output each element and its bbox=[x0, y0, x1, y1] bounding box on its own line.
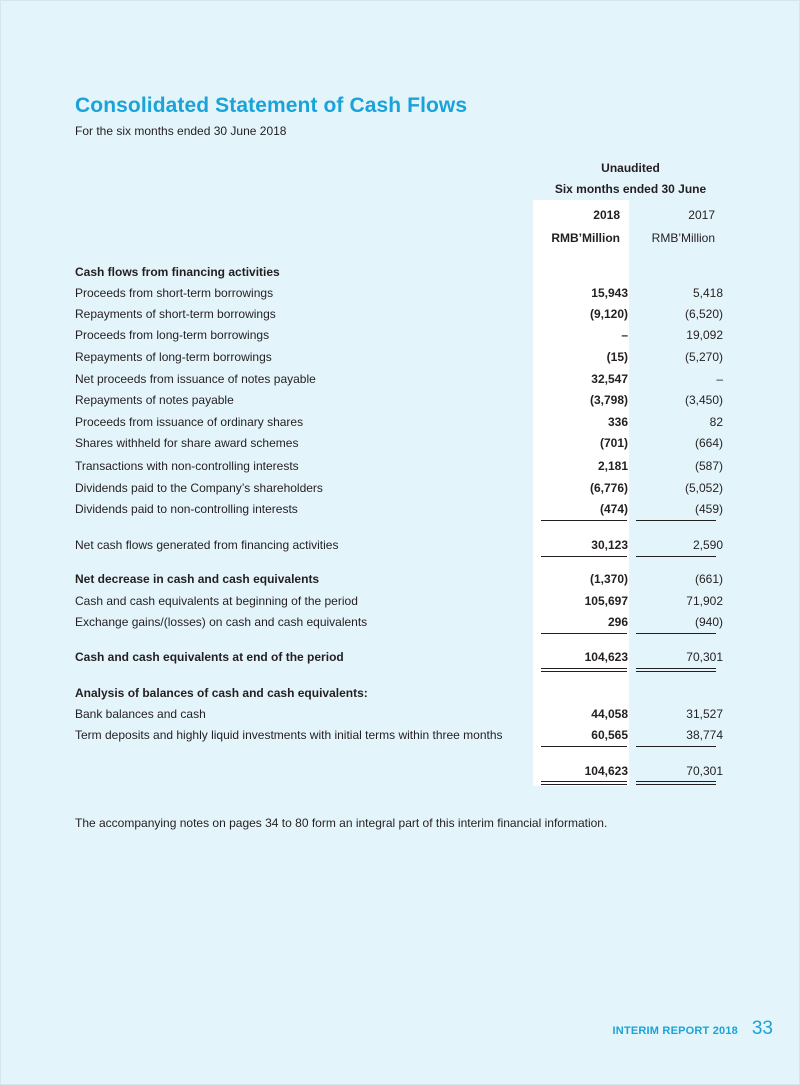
value-2018: 104,623 bbox=[584, 764, 628, 778]
value-2017: (940) bbox=[694, 615, 723, 629]
value-2017: 19,092 bbox=[686, 328, 723, 342]
table-row bbox=[75, 684, 725, 702]
row-label: Net proceeds from issuance of notes payable bbox=[75, 372, 316, 386]
table-row bbox=[75, 370, 725, 388]
value-2018: 44,058 bbox=[591, 707, 628, 721]
value-2017: (664) bbox=[694, 436, 723, 450]
value-2018: (1,370) bbox=[589, 572, 628, 586]
value-2017: 38,774 bbox=[686, 728, 723, 742]
table-row bbox=[75, 536, 725, 554]
row-label: Transactions with non-controlling interests bbox=[75, 459, 299, 473]
header-period: Six months ended 30 June bbox=[554, 182, 707, 196]
value-2018: 15,943 bbox=[591, 286, 628, 300]
page-number: 33 bbox=[751, 1018, 773, 1039]
row-label: Net decrease in cash and cash equivalents bbox=[75, 572, 320, 586]
value-2017: (459) bbox=[694, 502, 723, 516]
row-label: Repayments of short-term borrowings bbox=[75, 307, 276, 321]
value-2018: (3,798) bbox=[589, 393, 628, 407]
total-double-rule bbox=[636, 668, 716, 669]
total-double-rule bbox=[541, 671, 627, 672]
value-2017: 31,527 bbox=[686, 707, 723, 721]
table-row bbox=[75, 434, 725, 452]
subtotal-rule bbox=[541, 746, 627, 747]
table-row bbox=[75, 592, 725, 610]
row-label: Bank balances and cash bbox=[75, 707, 206, 721]
total-double-rule bbox=[636, 671, 716, 672]
value-2018: 32,547 bbox=[591, 372, 628, 386]
subtotal-rule bbox=[541, 520, 627, 521]
row-label: Net cash flows generated from financing activities bbox=[75, 538, 339, 552]
value-2018: 336 bbox=[607, 415, 628, 429]
value-2018: 296 bbox=[607, 615, 628, 629]
row-label: Exchange gains/(losses) on cash and cash equivalents bbox=[75, 615, 368, 629]
subtotal-rule bbox=[541, 633, 627, 634]
value-2017: (6,520) bbox=[684, 307, 723, 321]
subtotal-rule bbox=[636, 520, 716, 521]
value-2017: (3,450) bbox=[684, 393, 723, 407]
table-row bbox=[75, 705, 725, 723]
value-2017: (661) bbox=[694, 572, 723, 586]
value-2017: (587) bbox=[694, 459, 723, 473]
value-2018: 2,181 bbox=[597, 459, 628, 473]
value-2017: – bbox=[716, 372, 723, 386]
row-label: Proceeds from long-term borrowings bbox=[75, 328, 270, 342]
row-label: Proceeds from issuance of ordinary shares bbox=[75, 415, 304, 429]
total-double-rule bbox=[541, 784, 627, 785]
value-2017: 71,902 bbox=[686, 594, 723, 608]
table-row bbox=[75, 305, 725, 323]
table-row bbox=[75, 613, 725, 631]
value-2018: 30,123 bbox=[591, 538, 628, 552]
header-year-2017: 2017 bbox=[688, 208, 715, 222]
subtotal-rule bbox=[541, 556, 627, 557]
header-unit-2017: RMB’Million bbox=[651, 231, 715, 245]
total-double-rule bbox=[541, 781, 627, 782]
table-row bbox=[75, 263, 725, 281]
document-subtitle: For the six months ended 30 June 2018 bbox=[75, 124, 287, 138]
row-label: Dividends paid to non-controlling interests bbox=[75, 502, 298, 516]
table-row bbox=[75, 726, 725, 744]
value-2017: (5,270) bbox=[684, 350, 723, 364]
subtotal-rule bbox=[636, 633, 716, 634]
value-2018: 104,623 bbox=[584, 650, 628, 664]
value-2018: (474) bbox=[599, 502, 628, 516]
row-label: Proceeds from short-term borrowings bbox=[75, 286, 274, 300]
value-2017: 5,418 bbox=[692, 286, 723, 300]
row-label: Term deposits and highly liquid investments with initial terms within three months bbox=[75, 728, 503, 742]
value-2018: (6,776) bbox=[589, 481, 628, 495]
value-2017: (5,052) bbox=[684, 481, 723, 495]
row-label: Dividends paid to the Company’s shareholders bbox=[75, 481, 323, 495]
total-double-rule bbox=[636, 784, 716, 785]
value-2018: 105,697 bbox=[584, 594, 628, 608]
row-label: Cash and cash equivalents at end of the period bbox=[75, 650, 344, 664]
value-2018: – bbox=[621, 328, 628, 342]
row-label: Repayments of long-term borrowings bbox=[75, 350, 272, 364]
subtotal-rule bbox=[636, 746, 716, 747]
row-label: Cash and cash equivalents at beginning of the period bbox=[75, 594, 358, 608]
value-2018: (9,120) bbox=[589, 307, 628, 321]
table-row bbox=[75, 326, 725, 344]
row-label: Repayments of notes payable bbox=[75, 393, 234, 407]
value-2017: 2,590 bbox=[692, 538, 723, 552]
header-unit-2018: RMB’Million bbox=[551, 231, 620, 245]
table-row bbox=[75, 348, 725, 366]
header-audit-status: Unaudited bbox=[601, 161, 660, 175]
table-row bbox=[75, 413, 725, 431]
total-double-rule bbox=[636, 781, 716, 782]
row-label: Shares withheld for share award schemes bbox=[75, 436, 299, 450]
table-row bbox=[75, 648, 725, 666]
total-double-rule bbox=[541, 668, 627, 669]
footer-report-name: INTERIM REPORT 2018 bbox=[612, 1025, 738, 1037]
table-row bbox=[75, 479, 725, 497]
table-row bbox=[75, 457, 725, 475]
table-row bbox=[75, 500, 725, 518]
subtotal-rule bbox=[636, 556, 716, 557]
value-2017: 70,301 bbox=[686, 764, 723, 778]
header-year-2018: 2018 bbox=[593, 208, 620, 222]
value-2017: 82 bbox=[709, 415, 723, 429]
table-row bbox=[75, 570, 725, 588]
value-2018: 60,565 bbox=[591, 728, 628, 742]
row-label: Analysis of balances of cash and cash equivalents: bbox=[75, 686, 368, 700]
value-2017: 70,301 bbox=[686, 650, 723, 664]
table-row bbox=[75, 762, 725, 780]
value-2018: (15) bbox=[606, 350, 628, 364]
row-label: Cash flows from financing activities bbox=[75, 265, 280, 279]
value-2018: (701) bbox=[599, 436, 628, 450]
footnote: The accompanying notes on pages 34 to 80 form an integral part of this interim financial information. bbox=[75, 816, 608, 830]
document-title: Consolidated Statement of Cash Flows bbox=[75, 94, 468, 117]
table-row bbox=[75, 284, 725, 302]
table-row bbox=[75, 391, 725, 409]
